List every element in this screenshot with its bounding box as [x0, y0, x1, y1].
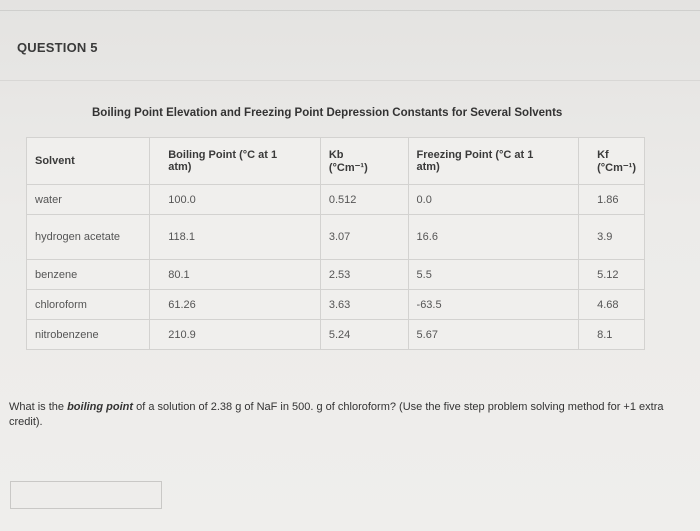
- cell-boiling-point: 61.26: [150, 290, 321, 320]
- table-row: [27, 185, 645, 215]
- question-title: QUESTION 5: [17, 40, 98, 55]
- question-prompt-emphasis: boiling point: [67, 401, 134, 413]
- cell-boiling-point: 80.1: [150, 260, 321, 290]
- table-caption: Boiling Point Elevation and Freezing Point Depression Constants for Several Solvents: [92, 107, 563, 119]
- cell-solvent: hydrogen acetate: [27, 215, 150, 260]
- header-solvent: Solvent: [27, 138, 150, 185]
- cell-boiling-point: 118.1: [150, 215, 321, 260]
- header-kb: [320, 138, 408, 185]
- cell-kf: 5.12: [579, 260, 645, 290]
- cell-kf: 3.9: [579, 215, 645, 260]
- table-header-row: [27, 138, 645, 185]
- header-kb-symbol: Kb: [328, 148, 344, 161]
- cell-freezing-point: 16.6: [408, 215, 579, 260]
- cell-kb: 2.53: [320, 260, 408, 290]
- cell-kb: 0.512: [320, 185, 408, 215]
- cell-freezing-point: 5.5: [408, 260, 579, 290]
- cell-kf: 4.68: [579, 290, 645, 320]
- cell-boiling-point: 100.0: [150, 185, 321, 215]
- question-divider: [0, 80, 700, 81]
- top-divider: [0, 10, 700, 11]
- header-kb-unit: (°Cm⁻¹): [328, 161, 368, 174]
- cell-freezing-point: 0.0: [408, 185, 579, 215]
- header-freezing-point: [408, 138, 579, 185]
- cell-kf: 1.86: [579, 185, 645, 215]
- question-prompt: [9, 400, 679, 430]
- cell-boiling-point: 210.9: [150, 320, 321, 350]
- header-boiling-point: [150, 138, 321, 185]
- header-kf-symbol: Kf: [597, 148, 609, 161]
- header-boiling-point-line1: Boiling Point (°C at 1: [168, 149, 278, 161]
- cell-kf: 8.1: [579, 320, 645, 350]
- cell-solvent: water: [27, 185, 150, 215]
- cell-kb: 3.63: [320, 290, 408, 320]
- constants-table: [26, 137, 645, 350]
- question-prompt-end: of a solution of 2.38 g of NaF in 500. g of chloroform? (Use the five step problem solving method for +1 extra credit).: [9, 401, 664, 428]
- table-row: [27, 260, 645, 290]
- cell-solvent: chloroform: [27, 290, 150, 320]
- question-prompt-start: What is the: [9, 401, 68, 413]
- cell-kb: 5.24: [320, 320, 408, 350]
- header-boiling-point-line2: atm): [168, 161, 192, 173]
- cell-kb: 3.07: [320, 215, 408, 260]
- cell-freezing-point: 5.67: [408, 320, 579, 350]
- answer-input[interactable]: [10, 481, 162, 509]
- header-kf-unit: (°Cm⁻¹): [597, 161, 636, 174]
- cell-solvent: benzene: [27, 260, 150, 290]
- table-row: [27, 320, 645, 350]
- header-kf: [579, 138, 645, 185]
- cell-freezing-point: -63.5: [408, 290, 579, 320]
- cell-solvent: nitrobenzene: [27, 320, 150, 350]
- header-freezing-point-line2: atm): [416, 161, 440, 173]
- header-freezing-point-line1: Freezing Point (°C at 1: [416, 149, 534, 161]
- table-row: [27, 290, 645, 320]
- table-row: [27, 215, 645, 260]
